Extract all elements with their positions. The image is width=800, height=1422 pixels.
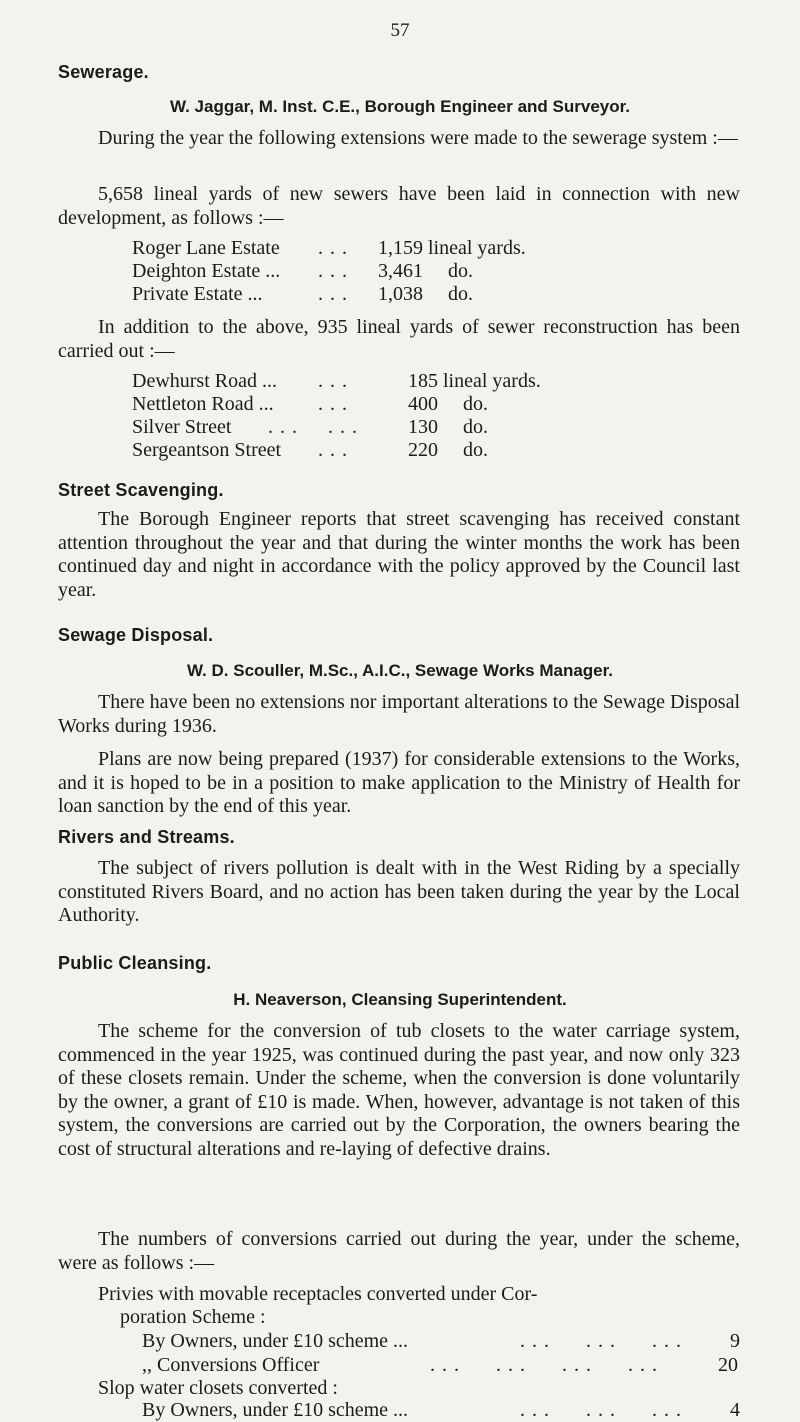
conversion-row-value: 20 (718, 1354, 738, 1376)
sewage-disposal-officer: W. D. Scouller, M.Sc., A.I.C., Sewage Works Manager. (186, 661, 614, 680)
sewerage-intro: During the year the following extensions were made to the sewerage system :— (98, 127, 738, 149)
leader-dots: . . . . . . . . . . . . (430, 1354, 658, 1376)
estate-name: Roger Lane Estate (132, 237, 280, 259)
page-number: 57 (390, 20, 410, 41)
street-name: Nettleton Road ... (132, 393, 274, 415)
new-sewers-text: 5,658 lineal yards of new sewers have been laid in connection with new development, as follows :— (58, 183, 740, 229)
privies-label: Privies with movable receptacles converted under Cor- (98, 1283, 538, 1305)
conversion-row-name: By Owners, under £10 scheme ... (142, 1399, 409, 1421)
rivers-text: The subject of rivers pollution is dealt with in the West Riding by a specially constituted Rivers Board, and no action has been taken during the year by the Local Authority. (58, 857, 740, 926)
leader-dots: . . . (318, 370, 348, 392)
estate-value: 1,159 lineal yards. (378, 237, 526, 259)
rivers-heading: Rivers and Streams. (58, 827, 235, 847)
street-scavenging-text: The Borough Engineer reports that street scavenging has received constant attention throughout the year and that during the winter months the work has been continued day and night in accordance with the policy approved by the Council last year. (58, 508, 740, 601)
leader-dots: . . . . . . . . . (520, 1330, 682, 1352)
leader-dots: . . . (318, 393, 348, 415)
leader-dots: . . . . . . (268, 416, 358, 438)
street-name: Dewhurst Road ... (132, 370, 277, 392)
street-name: Sergeantson Street (132, 439, 282, 461)
street-scavenging-heading: Street Scavenging. (58, 480, 224, 500)
sewage-disposal-heading: Sewage Disposal. (58, 625, 214, 645)
public-cleansing-heading: Public Cleansing. (58, 953, 212, 973)
street-value: 185 lineal yards. (408, 370, 541, 392)
slop-label: Slop water closets converted : (98, 1377, 338, 1399)
conversion-row-name: By Owners, under £10 scheme ... (142, 1330, 409, 1352)
sewerage-officer: W. Jaggar, M. Inst. C.E., Borough Engineer and Surveyor. (169, 97, 631, 116)
leader-dots: . . . (318, 283, 348, 305)
leader-dots: . . . (318, 439, 348, 461)
conversion-row-value: 4 (730, 1399, 740, 1421)
public-cleansing-p2: The numbers of conversions carried out during the year, under the scheme, were as follows :— (58, 1228, 740, 1274)
leader-dots: . . . . . . . . . (520, 1399, 682, 1421)
conversion-row-name: ,, Conversions Officer (142, 1354, 320, 1376)
leader-dots: . . . (318, 260, 348, 282)
sewage-disposal-p1: There have been no extensions nor important alterations to the Sewage Disposal Works during 1936. (58, 691, 740, 737)
estate-name: Deighton Estate ... (132, 260, 281, 282)
privies-label: poration Scheme : (120, 1306, 266, 1328)
sewerage-heading: Sewerage. (58, 62, 149, 82)
reconstruction-text: In addition to the above, 935 lineal yards of sewer reconstruction has been carried out :— (58, 316, 740, 362)
street-value: 220 do. (408, 439, 488, 461)
estate-value: 1,038 do. (378, 283, 473, 305)
estate-name: Private Estate ... (132, 283, 263, 305)
sewage-disposal-p2: Plans are now being prepared (1937) for considerable extensions to the Works, and it is hoped to be in a position to make application to the Ministry of Health for loan sanction by the end of this year. (58, 748, 740, 817)
street-value: 130 do. (408, 416, 488, 438)
conversion-row-value: 9 (730, 1330, 740, 1352)
street-value: 400 do. (408, 393, 488, 415)
street-name: Silver Street (132, 416, 232, 438)
leader-dots: . . . (318, 237, 348, 259)
public-cleansing-p1: The scheme for the conversion of tub closets to the water carriage system, commenced in the year 1925, was continued during the past year, and now only 323 of these closets remain. Under the scheme, when the conversion is done voluntarily by the owner, a grant of £10 is made. When, however, advantage is not taken of this system, the conversions are carried out by the Corporation, the owners bearing the cost of structural alterations and re-laying of defective drains. (58, 1020, 740, 1160)
estate-value: 3,461 do. (378, 260, 473, 282)
public-cleansing-officer: H. Neaverson, Cleansing Superintendent. (233, 990, 567, 1009)
